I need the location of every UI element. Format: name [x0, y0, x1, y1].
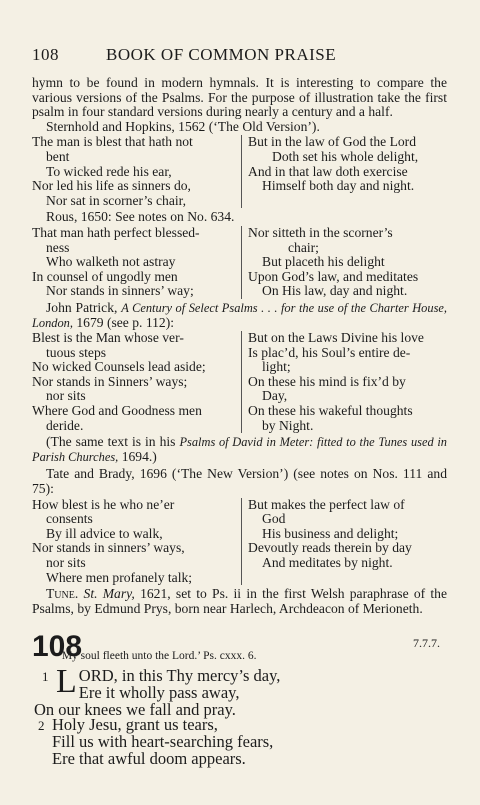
- book-title: BOOK OF COMMON PRAISE: [106, 45, 337, 64]
- tate-left-column: [32, 498, 241, 586]
- verse-line: by Night.: [262, 417, 314, 433]
- rous-right-column: [241, 226, 447, 299]
- verse-line: Nor led his life as sinners do,: [32, 178, 191, 194]
- hymn-line: Ere it wholly pass away,: [78, 683, 240, 702]
- verse-line: tuous steps: [46, 344, 107, 360]
- tate-right-column: [241, 498, 447, 586]
- verse-line: Doth set his whole delight,: [272, 148, 419, 164]
- patrick-left-column: [32, 331, 241, 433]
- verse-line: Nor sitteth in the scorner’s: [248, 224, 393, 240]
- verse-line: consents: [46, 511, 93, 527]
- verse-line: Is plac’d, his Soul’s entire de-: [248, 344, 411, 360]
- patrick-author: John Patrick,: [46, 299, 118, 315]
- verse-line: The man is blest that hath not: [32, 134, 193, 150]
- verse-line: Upon God’s law, and meditates: [248, 268, 419, 284]
- patrick-right-column: [241, 331, 447, 433]
- tune-note: [32, 587, 447, 616]
- sternhold-heading: Sternhold and Hopkins, 1562 (‘The Old Version’).: [46, 118, 320, 134]
- hymn-line: Holy Jesu, grant us tears,: [52, 715, 218, 734]
- verse-line: Nor stands in Sinners’ ways;: [32, 373, 188, 389]
- verse-line: light;: [262, 359, 291, 375]
- hymn-meter: 7.7.7.: [413, 636, 440, 650]
- verse-line: chair;: [288, 239, 319, 255]
- drop-cap: L: [56, 663, 77, 700]
- patrick-note-lead: (The same text is in his: [46, 434, 176, 450]
- hymn-verse-2: [38, 715, 274, 768]
- rous-heading: Rous, 1650: See notes on No. 634.: [46, 209, 235, 225]
- verse-line: No wicked Counsels lead aside;: [32, 359, 206, 375]
- verse-line: Blest is the Man whose ver-: [32, 330, 184, 346]
- verse-line: Nor sat in scorner’s chair,: [46, 192, 187, 208]
- verse-line: Where men profanely talk;: [46, 569, 193, 585]
- patrick-book-title: A Century of Select Psalms . . . for the use of the Charter House, London,: [32, 300, 447, 330]
- sternhold-verse: [32, 135, 447, 208]
- verse-line: Nor stands in sinners’ ways,: [32, 540, 185, 556]
- hymn-line: Fill us with heart-searching fears,: [52, 732, 274, 751]
- verse-line: In counsel of ungodly men: [32, 268, 178, 284]
- verse-line: But placeth his delight: [262, 254, 385, 270]
- verse-line: To wicked rede his ear,: [46, 163, 172, 179]
- verse-line: [38, 715, 273, 734]
- verse-line: bent: [46, 148, 70, 164]
- hymn-line: Ere that awful doom appears.: [52, 749, 246, 768]
- verse-line: Who walketh not astray: [46, 254, 176, 270]
- verse-line: nor sits: [46, 555, 86, 570]
- verse-line: God: [262, 511, 286, 527]
- tate-verse: [32, 498, 447, 586]
- verse-number: 2: [38, 718, 45, 733]
- verse-line: His business and delight;: [262, 525, 399, 541]
- verse-line: Nor stands in sinners’ way;: [46, 283, 194, 299]
- verse-line: Himself both day and night.: [262, 178, 415, 194]
- verse-line: [52, 750, 273, 767]
- hymn-number: 108: [32, 630, 83, 663]
- hymn-verse-1: [34, 663, 281, 719]
- verse-line: [56, 684, 280, 701]
- verse-line: Day,: [262, 388, 288, 404]
- tune-name: St. Mary,: [83, 586, 135, 602]
- verse-line: nor sits: [46, 388, 86, 404]
- tune-text: 1621, set to Ps. ii in the first Welsh paraphrase of the Psalms, by Edmund Prys, born near Harlech, Archdeacon of Merioneth.: [32, 586, 448, 616]
- tune-label: Tune.: [46, 586, 79, 602]
- hymn-line: On our knees we fall and pray.: [34, 700, 236, 719]
- verse-line: On these his mind is fix’d by: [248, 373, 406, 389]
- patrick-verse: [32, 331, 447, 433]
- verse-number: 1: [42, 669, 49, 684]
- page-body: [32, 76, 447, 616]
- verse-line: On His law, day and night.: [262, 283, 408, 299]
- verse-line: But on the Laws Divine his love: [248, 330, 424, 346]
- verse-line: By ill advice to walk,: [46, 525, 163, 541]
- patrick-date: 1679 (see p. 112):: [76, 314, 175, 330]
- patrick-note-title: Psalms of David in Meter: fitted to the Tunes used in Parish Churches,: [32, 435, 447, 464]
- verse-line: How blest is he who ne’er: [32, 496, 175, 512]
- verse-line: But makes the perfect law of: [248, 496, 405, 512]
- verse-line: [52, 733, 273, 750]
- rous-verse: [32, 226, 447, 299]
- patrick-note: [32, 435, 447, 464]
- tate-heading: Tate and Brady, 1696 (‘The New Version’) (see notes on Nos. 111 and 75):: [32, 466, 447, 497]
- verse-line: On these his wakeful thoughts: [248, 403, 413, 419]
- page-number: 108: [32, 45, 59, 64]
- verse-line: ness: [46, 239, 70, 255]
- verse-line: But in the law of God the Lord: [248, 134, 417, 150]
- patrick-note-date: 1694.): [121, 448, 157, 464]
- verse-line: Where God and Goodness men: [32, 403, 202, 419]
- hymn-line: ORD, in this Thy mercy’s day,: [78, 666, 281, 685]
- verse-line: deride.: [46, 417, 84, 433]
- verse-line: And in that law doth exercise: [248, 163, 408, 179]
- verse-line: And meditates by night.: [262, 555, 393, 570]
- verse-line: Devoutly reads therein by day: [248, 540, 412, 556]
- verse-line: That man hath perfect blessed-: [32, 224, 200, 240]
- intro-paragraph: hymn to be found in modern hymnals. It is interesting to compare the various versions of the Psalms. For the purpose of illustration take the first psalm in four standard versions during nearly a century and a half.: [32, 75, 447, 120]
- hymn-epigraph: ‘My soul fleeth unto the Lord.’ Ps. cxxx. 6.: [58, 650, 257, 662]
- rous-left-column: [32, 226, 241, 299]
- patrick-heading: [32, 301, 447, 330]
- sternhold-left-column: [32, 135, 241, 208]
- sternhold-right-column: [241, 135, 447, 208]
